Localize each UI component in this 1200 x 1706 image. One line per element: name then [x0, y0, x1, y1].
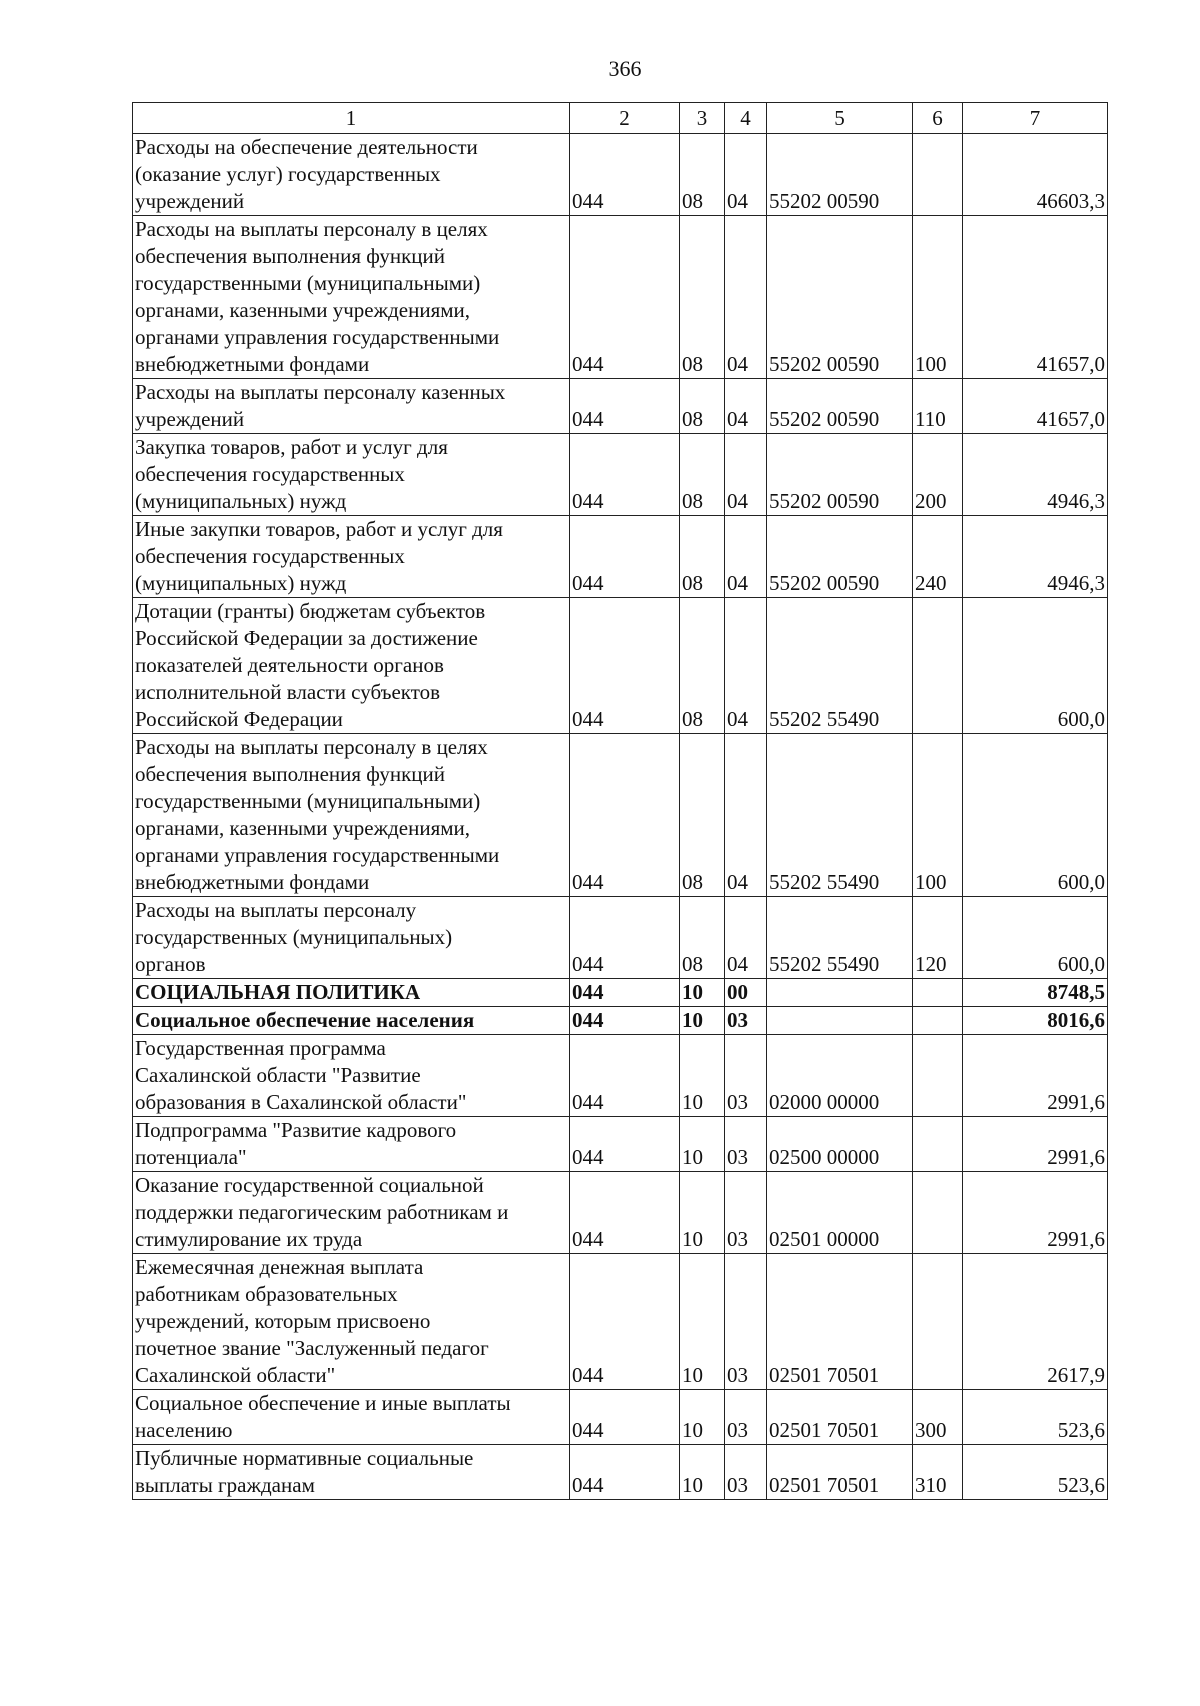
cell-name-line: Расходы на обеспечение деятельности: [135, 135, 478, 159]
cell-name-line: внебюджетными фондами: [135, 352, 370, 376]
cell-col5: 55202 00590: [767, 134, 913, 216]
cell-col2: 044: [570, 979, 680, 1007]
cell-col6: 310: [913, 1445, 963, 1500]
cell-col7: 2617,9: [963, 1254, 1108, 1390]
cell-col5: 55202 00590: [767, 516, 913, 598]
cell-col5: [767, 979, 913, 1007]
cell-col4: 04: [725, 734, 767, 897]
cell-name-line: образования в Сахалинской области": [135, 1090, 467, 1114]
cell-name: [133, 734, 570, 897]
cell-name-line: показателей деятельности органов: [135, 653, 444, 677]
cell-col5: 55202 55490: [767, 598, 913, 734]
cell-name-line: государственными (муниципальными): [135, 789, 481, 813]
cell-col3: 10: [680, 979, 725, 1007]
cell-col6: 240: [913, 516, 963, 598]
cell-col6: 200: [913, 434, 963, 516]
cell-col4: 03: [725, 1007, 767, 1035]
cell-col3: 10: [680, 1254, 725, 1390]
cell-name-line: (оказание услуг) государственных: [135, 162, 441, 186]
cell-col7: 41657,0: [963, 216, 1108, 379]
cell-col2: 044: [570, 434, 680, 516]
table-row: [133, 734, 1108, 897]
cell-col2: 044: [570, 1117, 680, 1172]
col-header-6: 6: [913, 103, 963, 134]
cell-name-line: учреждений, которым присвоено: [135, 1309, 431, 1333]
cell-name-line: учреждений: [135, 407, 245, 431]
cell-col3: 08: [680, 434, 725, 516]
cell-name-line: государственными (муниципальными): [135, 271, 481, 295]
cell-name-line: СОЦИАЛЬНАЯ ПОЛИТИКА: [135, 980, 421, 1004]
table-row: [133, 1254, 1108, 1390]
cell-col3: 10: [680, 1117, 725, 1172]
col-header-2: 2: [570, 103, 680, 134]
cell-name: [133, 1035, 570, 1117]
cell-name-line: почетное звание "Заслуженный педагог: [135, 1336, 489, 1360]
cell-col6: [913, 979, 963, 1007]
cell-col3: 08: [680, 516, 725, 598]
col-header-4: 4: [725, 103, 767, 134]
cell-col6: [913, 134, 963, 216]
cell-name-line: учреждений: [135, 189, 245, 213]
page-number: 366: [608, 56, 642, 81]
cell-col4: 04: [725, 134, 767, 216]
cell-name-line: Закупка товаров, работ и услуг для: [135, 435, 448, 459]
cell-col5: 55202 55490: [767, 734, 913, 897]
cell-col7: 2991,6: [963, 1117, 1108, 1172]
cell-name-line: Ежемесячная денежная выплата: [135, 1255, 424, 1279]
cell-col4: 04: [725, 897, 767, 979]
cell-name-line: Российской Федерации за достижение: [135, 626, 478, 650]
cell-name-line: органами управления государственными: [135, 325, 500, 349]
cell-col6: [913, 1007, 963, 1035]
cell-col4: 03: [725, 1035, 767, 1117]
cell-col2: 044: [570, 516, 680, 598]
cell-col6: [913, 1172, 963, 1254]
cell-col2: 044: [570, 216, 680, 379]
cell-col3: 10: [680, 1007, 725, 1035]
cell-col3: 08: [680, 897, 725, 979]
cell-col3: 10: [680, 1172, 725, 1254]
cell-name-line: органами, казенными учреждениями,: [135, 298, 471, 322]
cell-col3: 10: [680, 1390, 725, 1445]
cell-col4: 03: [725, 1445, 767, 1500]
cell-col3: 08: [680, 216, 725, 379]
cell-col4: 04: [725, 434, 767, 516]
cell-col2: 044: [570, 1390, 680, 1445]
cell-col2: 044: [570, 598, 680, 734]
cell-col2: 044: [570, 897, 680, 979]
cell-col7: 600,0: [963, 734, 1108, 897]
cell-name-line: обеспечения выполнения функций: [135, 762, 446, 786]
cell-col3: 08: [680, 598, 725, 734]
cell-col6: 100: [913, 216, 963, 379]
cell-col3: 08: [680, 379, 725, 434]
cell-name: [133, 379, 570, 434]
cell-col7: 600,0: [963, 897, 1108, 979]
cell-col7: 2991,6: [963, 1035, 1108, 1117]
cell-name: [133, 598, 570, 734]
cell-col7: 46603,3: [963, 134, 1108, 216]
cell-name-line: поддержки педагогическим работникам и: [135, 1200, 509, 1224]
table-row: [133, 1172, 1108, 1254]
cell-col2: 044: [570, 379, 680, 434]
cell-col4: 04: [725, 516, 767, 598]
table-row: [133, 516, 1108, 598]
cell-col7: 4946,3: [963, 434, 1108, 516]
cell-name-line: Расходы на выплаты персоналу: [135, 898, 417, 922]
table-row: [133, 1445, 1108, 1500]
cell-name-line: населению: [135, 1418, 233, 1442]
cell-col6: [913, 1117, 963, 1172]
cell-col2: 044: [570, 1035, 680, 1117]
table-row: [133, 379, 1108, 434]
cell-col7: 4946,3: [963, 516, 1108, 598]
cell-col6: 110: [913, 379, 963, 434]
table-row: [133, 897, 1108, 979]
cell-name-line: органами управления государственными: [135, 843, 500, 867]
cell-col6: [913, 1254, 963, 1390]
cell-col3: 10: [680, 1035, 725, 1117]
cell-col6: 100: [913, 734, 963, 897]
col-header-3: 3: [680, 103, 725, 134]
budget-table: [132, 102, 1108, 1500]
table-row: [133, 134, 1108, 216]
col-header-1: 1: [133, 103, 570, 134]
table-row: [133, 216, 1108, 379]
cell-col5: 02000 00000: [767, 1035, 913, 1117]
cell-name-line: Социальное обеспечение и иные выплаты: [135, 1391, 511, 1415]
cell-col4: 03: [725, 1172, 767, 1254]
cell-col5: 55202 00590: [767, 434, 913, 516]
cell-col4: 04: [725, 216, 767, 379]
table-row: [133, 1035, 1108, 1117]
cell-col4: 04: [725, 379, 767, 434]
cell-name: [133, 434, 570, 516]
cell-name-line: исполнительной власти субъектов: [135, 680, 441, 704]
table-row: [133, 979, 1108, 1007]
cell-col5: 55202 55490: [767, 897, 913, 979]
cell-name: [133, 134, 570, 216]
cell-col3: 08: [680, 134, 725, 216]
cell-name-line: (муниципальных) нужд: [135, 489, 347, 513]
cell-col6: [913, 1035, 963, 1117]
cell-col5: 02501 00000: [767, 1172, 913, 1254]
cell-name-line: Социальное обеспечение населения: [135, 1008, 475, 1032]
col-header-7: 7: [963, 103, 1108, 134]
cell-name-line: Публичные нормативные социальные: [135, 1446, 474, 1470]
cell-name-line: внебюджетными фондами: [135, 870, 370, 894]
cell-col4: 04: [725, 598, 767, 734]
cell-name-line: Подпрограмма "Развитие кадрового: [135, 1118, 457, 1142]
cell-name: [133, 979, 570, 1007]
cell-name-line: Иные закупки товаров, работ и услуг для: [135, 517, 503, 541]
cell-name-line: выплаты гражданам: [135, 1473, 315, 1497]
cell-name-line: Российской Федерации: [135, 707, 343, 731]
cell-col5: 55202 00590: [767, 216, 913, 379]
cell-name-line: Сахалинской области": [135, 1363, 336, 1387]
cell-name: [133, 1445, 570, 1500]
cell-name-line: Сахалинской области "Развитие: [135, 1063, 421, 1087]
cell-col7: 41657,0: [963, 379, 1108, 434]
cell-col5: 02501 70501: [767, 1445, 913, 1500]
cell-name-line: обеспечения государственных: [135, 462, 405, 486]
cell-name: [133, 1172, 570, 1254]
cell-col7: 600,0: [963, 598, 1108, 734]
cell-name-line: работникам образовательных: [135, 1282, 398, 1306]
cell-col3: 10: [680, 1445, 725, 1500]
cell-name: [133, 216, 570, 379]
cell-col7: 8748,5: [963, 979, 1108, 1007]
cell-col6: [913, 598, 963, 734]
cell-col2: 044: [570, 734, 680, 897]
table-header: [133, 103, 1108, 134]
cell-name-line: (муниципальных) нужд: [135, 571, 347, 595]
cell-col4: 03: [725, 1254, 767, 1390]
cell-col2: 044: [570, 1172, 680, 1254]
table-row: [133, 1007, 1108, 1035]
cell-col2: 044: [570, 1445, 680, 1500]
cell-col2: 044: [570, 1254, 680, 1390]
table-body: [133, 134, 1108, 1500]
cell-name-line: Государственная программа: [135, 1036, 386, 1060]
cell-name: [133, 516, 570, 598]
table-row: [133, 1117, 1108, 1172]
cell-name-line: государственных (муниципальных): [135, 925, 453, 949]
cell-col4: 03: [725, 1117, 767, 1172]
cell-col7: 523,6: [963, 1445, 1108, 1500]
cell-col7: 523,6: [963, 1390, 1108, 1445]
cell-col7: 2991,6: [963, 1172, 1108, 1254]
cell-col5: 55202 00590: [767, 379, 913, 434]
cell-name-line: Дотации (гранты) бюджетам субъектов: [135, 599, 486, 623]
cell-col2: 044: [570, 1007, 680, 1035]
cell-name: [133, 1007, 570, 1035]
cell-col6: 120: [913, 897, 963, 979]
cell-name-line: органов: [135, 952, 206, 976]
cell-name: [133, 897, 570, 979]
cell-col5: 02500 00000: [767, 1117, 913, 1172]
table-row: [133, 598, 1108, 734]
cell-name-line: органами, казенными учреждениями,: [135, 816, 471, 840]
cell-col6: 300: [913, 1390, 963, 1445]
cell-col2: 044: [570, 134, 680, 216]
header-row: [133, 103, 1108, 134]
cell-name-line: Расходы на выплаты персоналу в целях: [135, 217, 488, 241]
cell-name-line: Расходы на выплаты персоналу в целях: [135, 735, 488, 759]
cell-name: [133, 1117, 570, 1172]
cell-name-line: потенциала": [135, 1145, 247, 1169]
cell-name-line: стимулирование их труда: [135, 1227, 363, 1251]
cell-col3: 08: [680, 734, 725, 897]
cell-name: [133, 1254, 570, 1390]
cell-col7: 8016,6: [963, 1007, 1108, 1035]
cell-col5: 02501 70501: [767, 1254, 913, 1390]
cell-name-line: Расходы на выплаты персоналу казенных: [135, 380, 506, 404]
cell-name: [133, 1390, 570, 1445]
cell-name-line: обеспечения государственных: [135, 544, 405, 568]
table-row: [133, 1390, 1108, 1445]
cell-col4: 00: [725, 979, 767, 1007]
cell-col5: [767, 1007, 913, 1035]
cell-name-line: обеспечения выполнения функций: [135, 244, 446, 268]
table-row: [133, 434, 1108, 516]
cell-col4: 03: [725, 1390, 767, 1445]
col-header-5: 5: [767, 103, 913, 134]
cell-name-line: Оказание государственной социальной: [135, 1173, 484, 1197]
cell-col5: 02501 70501: [767, 1390, 913, 1445]
